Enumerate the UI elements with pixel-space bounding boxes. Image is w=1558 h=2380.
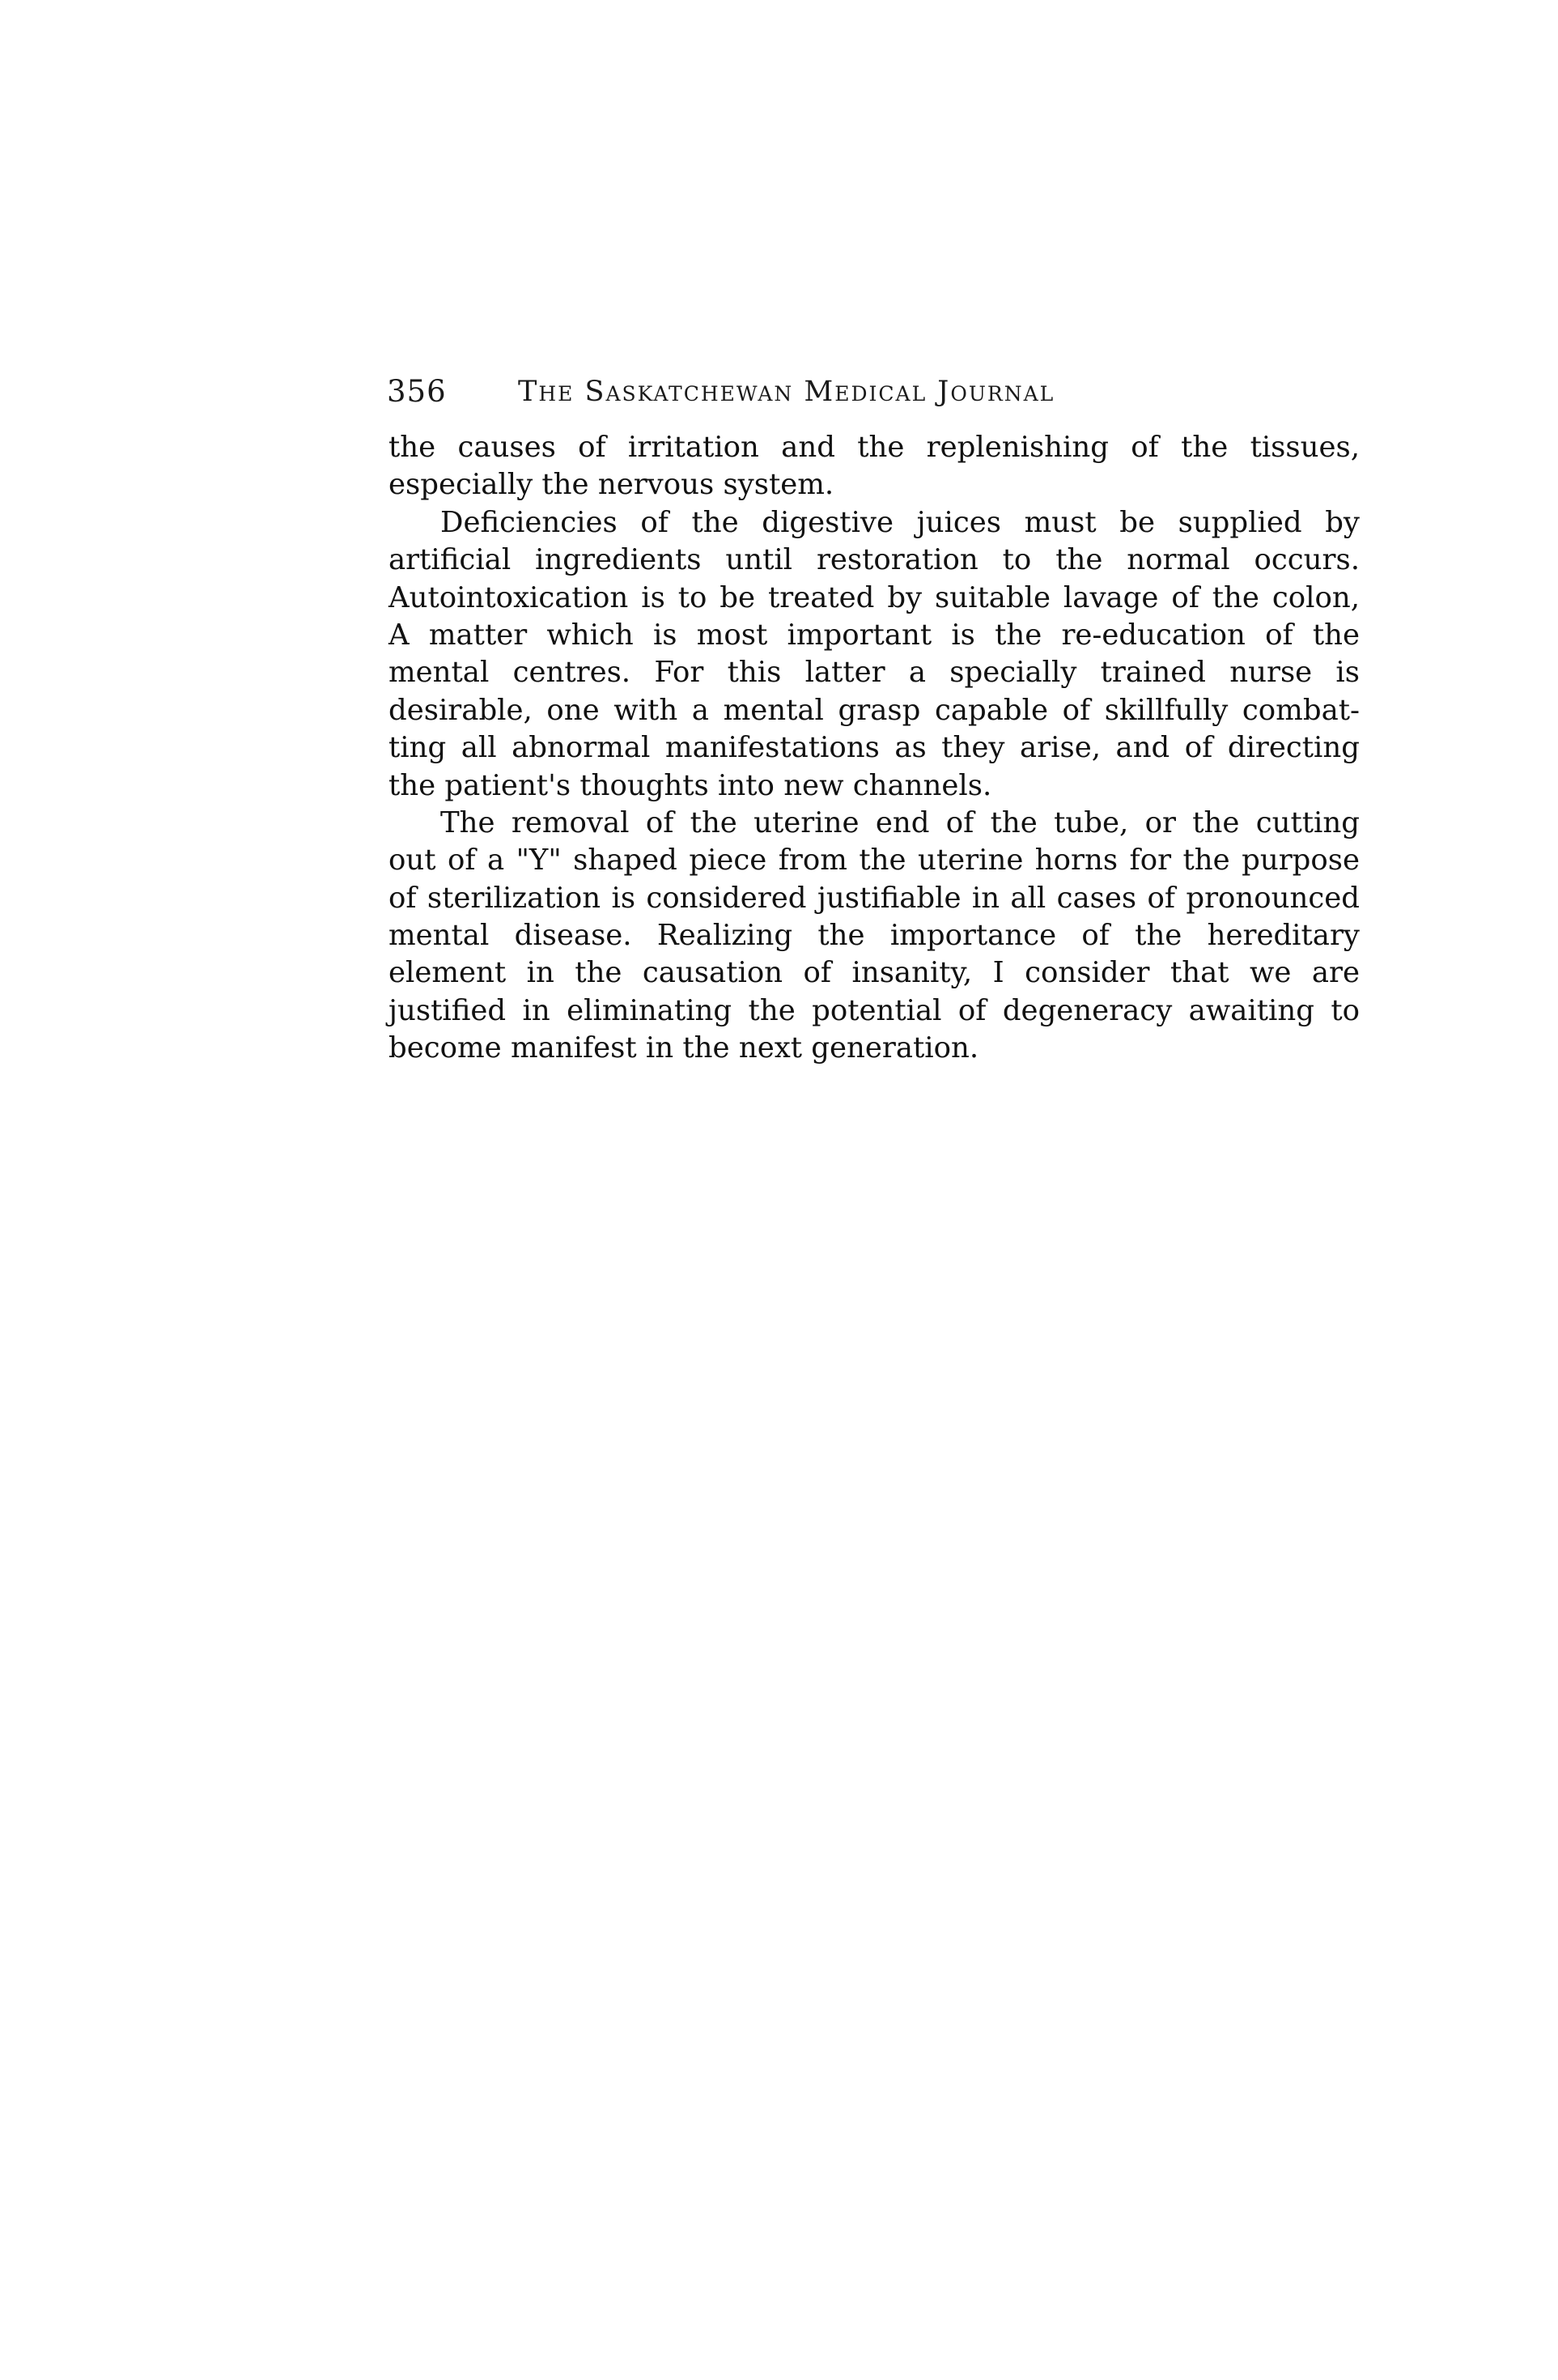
running-head [387, 374, 1358, 423]
text-line: element in the causation of insanity, I consider that we are [388, 956, 1360, 990]
paragraph-sterilization [388, 805, 1360, 1068]
text-line: mental centres. For this latter a specially trained nurse is [388, 656, 1360, 690]
text-line: Autointoxication is to be treated by suitable lavage of the colon, [388, 580, 1360, 614]
text-line: A matter which is most important is the re-education of the [388, 618, 1360, 652]
text-line: The removal of the uterine end of the tube, or the cutting [440, 805, 1360, 839]
text-line: out of a "Y" shaped piece from the uterine horns for the purpose [388, 844, 1360, 878]
text-line: desirable, one with a mental grasp capable of skillfully combat- [388, 693, 1360, 727]
text-line: mental disease. Realizing the importance of the hereditary [388, 919, 1360, 953]
paragraph-continuation [388, 429, 1360, 504]
paragraph-digestive-deficiencies [388, 504, 1360, 805]
text-line: Deficiencies of the digestive juices must be supplied by [440, 505, 1360, 539]
text-line: the patient's thoughts into new channels. [388, 768, 992, 802]
text-line: of sterilization is considered justifiable in all cases of pronounced [388, 881, 1360, 915]
text-line: justified in eliminating the potential of degeneracy awaiting to [388, 993, 1360, 1027]
body-text [388, 429, 1360, 1068]
journal-title: The Saskatchewan Medical Journal [518, 376, 1055, 408]
text-line: the causes of irritation and the replenishing of the tissues, [388, 431, 1360, 464]
text-line: become manifest in the next generation. [388, 1031, 979, 1065]
page-number: 356 [387, 374, 447, 409]
text-line: artificial ingredients until restoration to the normal occurs. [388, 543, 1360, 577]
text-line: ting all abnormal manifestations as they arise, and of directing [388, 731, 1360, 765]
text-line: especially the nervous system. [388, 468, 834, 502]
